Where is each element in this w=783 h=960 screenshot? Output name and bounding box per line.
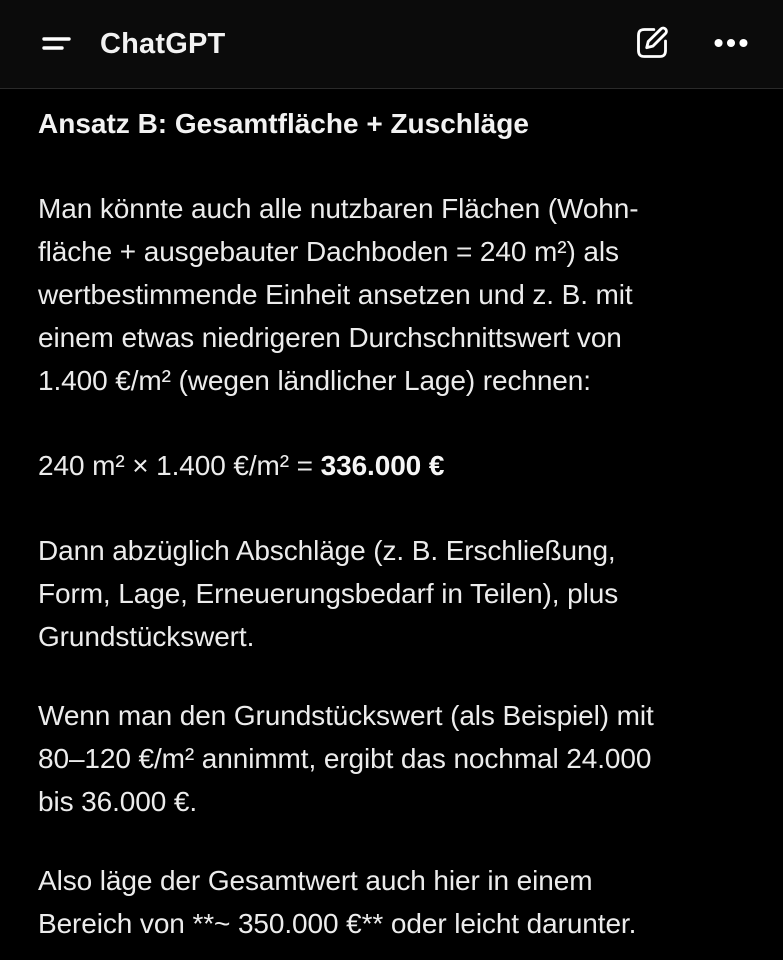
text-line: Grundstückswert. xyxy=(38,621,255,652)
calculation-lhs: 240 m² × 1.400 €/m² = xyxy=(38,450,321,481)
chat-message-area xyxy=(0,89,783,960)
text-line: 1.400 €/m² (wegen ländlicher Lage) rechnen: xyxy=(38,365,591,396)
message-paragraph-4 xyxy=(38,859,745,945)
new-chat-compose-icon xyxy=(631,22,673,67)
text-line: Dann abzüglich Abschläge (z. B. Erschließung, xyxy=(38,535,616,566)
app-header xyxy=(0,0,783,89)
text-line: wertbestimmende Einheit ansetzen und z. B. mit xyxy=(38,279,633,310)
text-line: Bereich von **~ 350.000 €** oder leicht darunter. xyxy=(38,908,637,939)
sidebar-menu-icon xyxy=(40,28,74,61)
text-line: Form, Lage, Erneuerungsbedarf in Teilen), plus xyxy=(38,578,619,609)
sidebar-menu-button[interactable] xyxy=(40,28,74,61)
calculation-result: 336.000 € xyxy=(320,450,445,481)
text-line: einem etwas niedrigeren Durchschnittswert von xyxy=(38,322,622,353)
text-line: Wenn man den Grundstückswert (als Beispiel) mit xyxy=(38,700,654,731)
message-paragraph-3 xyxy=(38,694,745,823)
message-heading: Ansatz B: Gesamtfläche + Zuschläge xyxy=(38,108,529,139)
app-title: ChatGPT xyxy=(100,27,226,60)
text-line: fläche + ausgebauter Dachboden = 240 m²) als xyxy=(38,236,619,267)
text-line: bis 36.000 €. xyxy=(38,786,198,817)
message-paragraph-2 xyxy=(38,529,745,658)
more-options-button[interactable] xyxy=(709,29,753,60)
text-line: Man könnte auch alle nutzbaren Flächen (Wohn- xyxy=(38,193,639,224)
text-line: 80–120 €/m² annimmt, ergibt das nochmal 24.000 xyxy=(38,743,652,774)
new-chat-button[interactable] xyxy=(631,22,673,67)
message-paragraph-1 xyxy=(38,187,745,402)
calculation-line xyxy=(38,444,745,487)
text-line: Also läge der Gesamtwert auch hier in einem xyxy=(38,865,593,896)
ellipsis-more-icon xyxy=(709,29,753,60)
